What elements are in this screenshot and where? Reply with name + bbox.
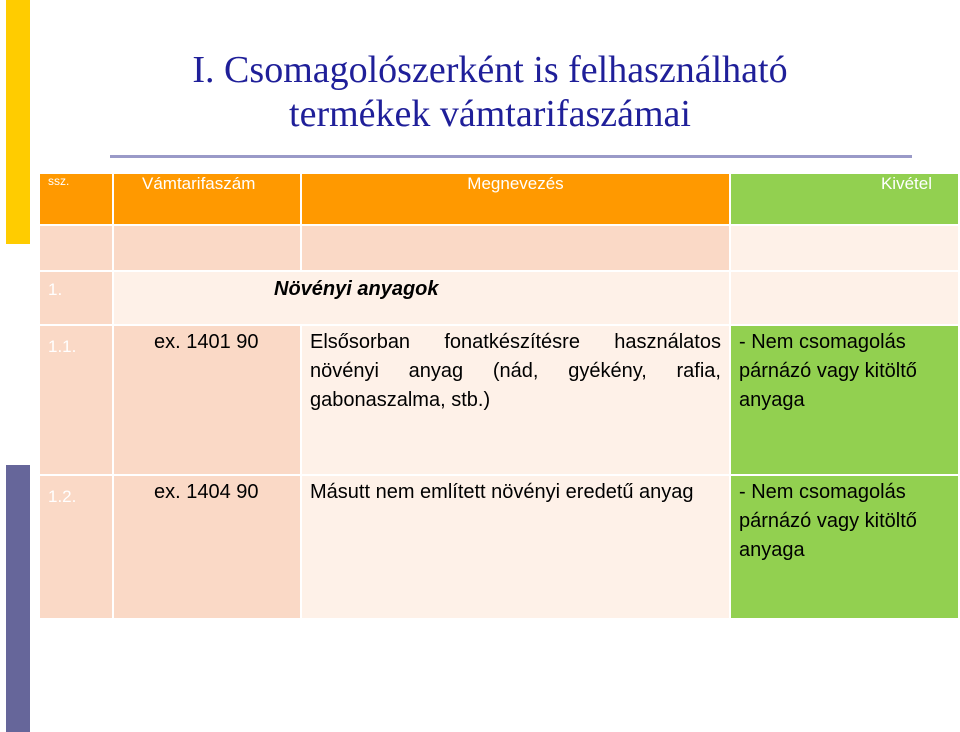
row-ssz: 1.1. <box>48 337 77 356</box>
title-divider <box>110 155 912 158</box>
header-megnevezes: Megnevezés <box>302 174 731 226</box>
table-section-row <box>40 272 958 326</box>
header-ssz: ssz. <box>40 174 114 226</box>
slide-title-line1: I. Csomagolószerként is felhasználható <box>192 49 788 91</box>
section-title: Növényi anyagok <box>274 278 439 300</box>
tariff-table <box>40 174 958 620</box>
header-kivetel: Kivétel <box>731 174 958 226</box>
row-megnevezes: Elsősorban fonatkészítésre használatos növényi anyag (nád, gyékény, rafia, gabonaszalma, stb.) <box>302 326 731 476</box>
table-header-row <box>40 174 958 226</box>
row-vamtarifaszam: ex. 1401 90 <box>154 331 259 353</box>
table-row <box>40 476 958 620</box>
decorative-bar-blue <box>6 465 30 732</box>
row-kivetel: - Nem csomagolás párnázó vagy kitöltő anyaga <box>731 326 958 476</box>
slide-title <box>40 48 940 136</box>
slide-title-line2: termékek vámtarifaszámai <box>289 93 691 135</box>
row-kivetel: - Nem csomagolás párnázó vagy kitöltő anyaga <box>731 476 958 620</box>
row-vamtarifaszam: ex. 1404 90 <box>154 481 259 503</box>
header-vamtarifaszam: Vámtarifaszám <box>114 174 302 226</box>
table-row <box>40 326 958 476</box>
row-ssz: 1.2. <box>48 487 77 506</box>
row-megnevezes: Másutt nem említett növényi eredetű anyag <box>302 476 731 620</box>
decorative-bar-yellow <box>6 0 30 244</box>
table-spacer-row <box>40 226 958 272</box>
section-number: 1. <box>40 272 114 326</box>
